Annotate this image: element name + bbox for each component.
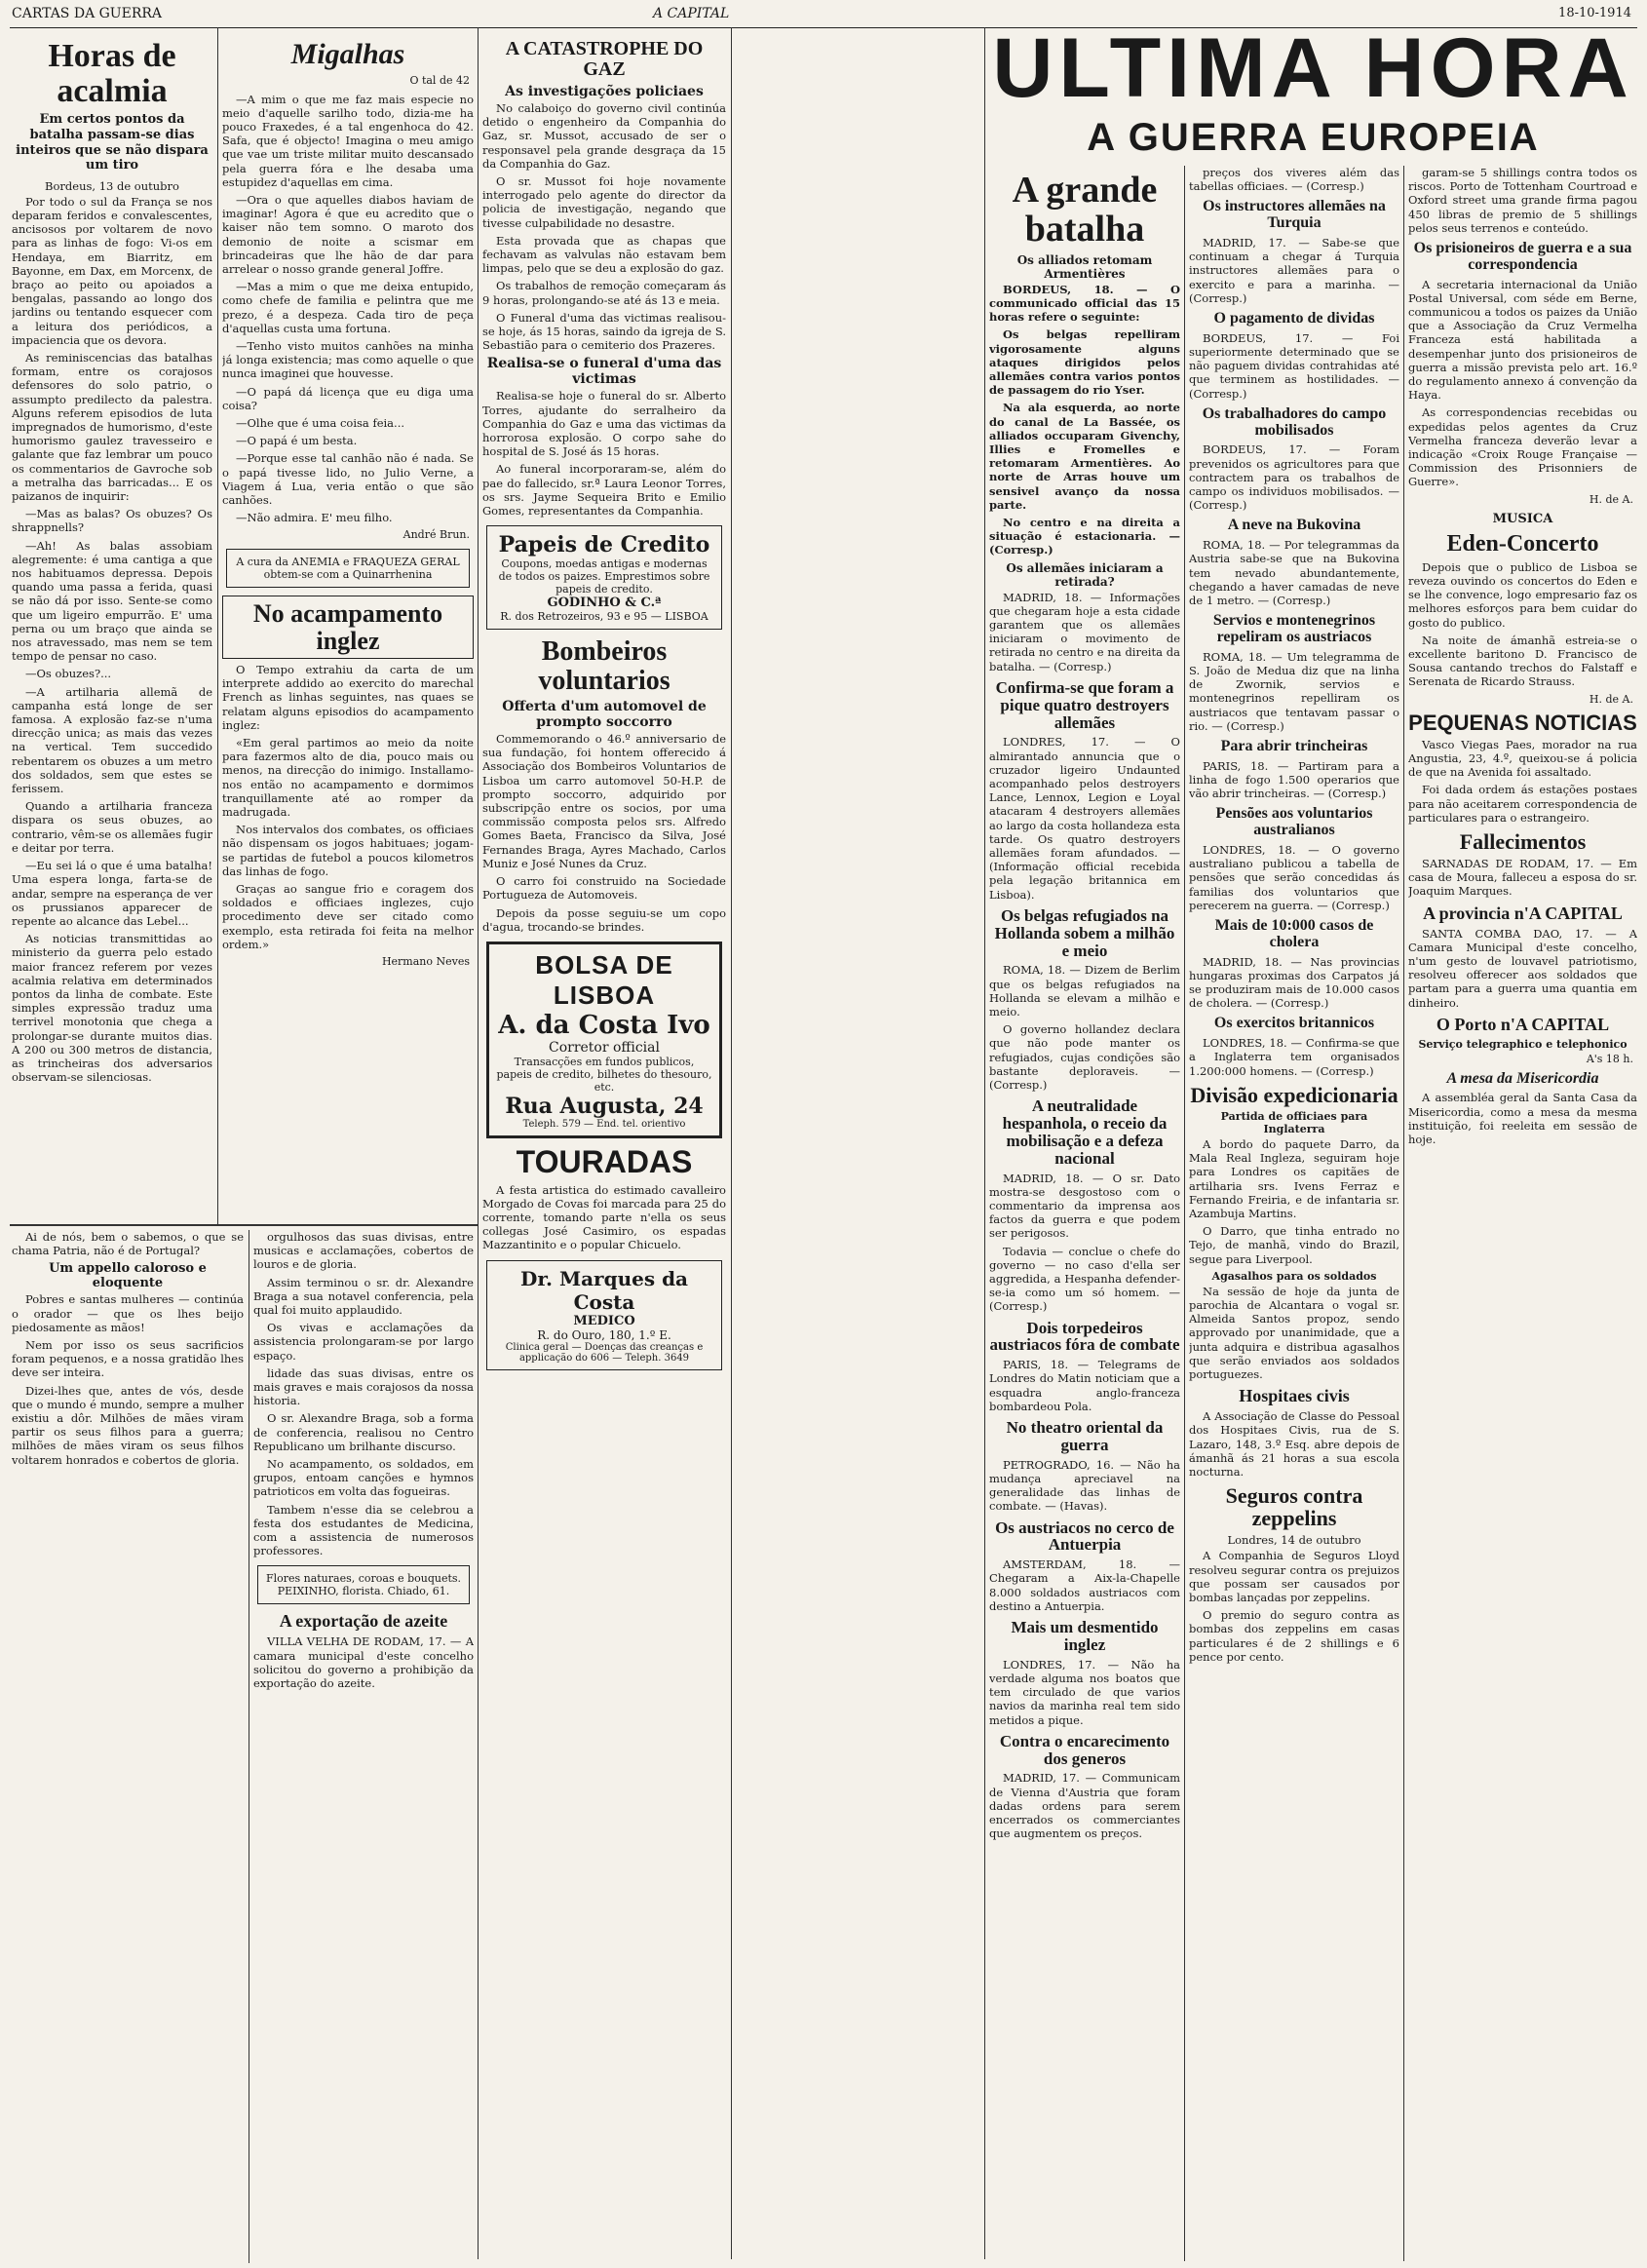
paragraph: VILLA VELHA DE RODAM, 17. — A camara municipal d'este concelho solicitou do governo a prohibição da exportação do azeite.: [253, 1634, 474, 1690]
ad-address: R. dos Retrozeiros, 93 e 95 — LISBOA: [500, 610, 709, 624]
paragraph: O Darro, que tinha entrado no Tejo, de manhã, vindo do Brazil, segue para Liverpool.: [1189, 1224, 1399, 1266]
headline: Os prisioneiros de guerra e a sua correspondencia: [1413, 240, 1632, 273]
paragraph: As noticias transmittidas ao ministerio da guerra pelo estado maior francez referem por vezes acalmia relativa em determinados pontos da linha de combate. Este simples expressão traduz uma terrivel monotonia que chega a prolongar-se durante muitos dias. A 200 ou 300 metros de distancia, as trincheiras dos adversarios observam-se silenciosas.: [12, 932, 212, 1085]
paragraph: LONDRES, 17. — Não ha verdade alguma nos boatos que tem circulado de que varios navios da marinha real tem sido metidos a pique.: [989, 1657, 1180, 1727]
paragraph: Quando a artilharia franceza dispara os seus obuzes, ao contrario, vêm-se os allemães fugir e deitar por terra.: [12, 799, 212, 855]
section-divider: [10, 1224, 478, 1226]
paragraph: garam-se 5 shillings contra todos os riscos. Porto de Tottenham Courtroad e Oxford street uma grande firma pagou 450 libras de premio de 5 shillings pelos seus terrenos e conteúdo.: [1408, 166, 1637, 235]
paragraph: Ai de nós, bem o sabemos, o que se chama Patria, não é de Portugal?: [12, 1230, 244, 1258]
newspaper-name: A CAPITAL: [653, 6, 730, 21]
paragraph: Na ala esquerda, ao norte do canal de La Bassée, os alliados occuparam Givenchy, Illies e Fromelles e retomaram Armentières. Ao norte de Arras houve um sensivel avanço da nossa parte.: [989, 401, 1180, 512]
headline: No theatro oriental da guerra: [1006, 1418, 1164, 1454]
paragraph: BORDEUS, 18. — O communicado official das 15 horas refere o seguinte:: [989, 282, 1180, 325]
paragraph: A bordo do paquete Darro, da Mala Real Ingleza, seguiram hoje para Londres os capitães de artilharia srs. Ivens Ferraz e Fernando Freiria, e de infantaria sr. Azambuja Martins.: [1189, 1136, 1399, 1220]
ad-description: Transacções em fundos publicos, papeis de credito, bilhetes do thesouro, etc.: [496, 1055, 712, 1094]
column-rule: [217, 27, 218, 1226]
author-signature: André Brun.: [402, 528, 470, 542]
paragraph: LONDRES, 17. — O almirantado annuncia que o cruzador ligeiro Undaunted acompanhado pelos destroyers Lance, Lennox, Legion e Loyal atacaram 4 destroyers allemães ao largo da costa hollandeza esta tarde. Os quatro destroyers allemães foram afundados. — (Informação official recebida pela legação britannica em Lisboa).: [989, 735, 1180, 902]
author-signature: H. de A.: [1589, 692, 1633, 706]
paragraph: PARIS, 18. — Telegrams de Londres do Matin noticiam que a esquadra anglo-franceza bombardeou Pola.: [989, 1358, 1180, 1413]
paragraph: Graças ao sangue frio e coragem dos soldados e officiaes inglezes, cujo procedimento deve ser citado como exemplo, esta retirada foi feita na melhor ordem.»: [222, 882, 474, 951]
ad-address: Rua Augusta, 24: [505, 1093, 704, 1119]
column-rule: [1184, 166, 1185, 2261]
article-horas-de-acalmia: [12, 33, 212, 1217]
headline: TOURADAS: [516, 1143, 693, 1179]
headline: Dois torpedeiros austriacos fóra de combate: [989, 1318, 1180, 1355]
paragraph: «Em geral partimos ao meio da noite para fazermos alto de dia, pouco mais ou menos, na direcção do inimigo. Installamo-nos então no acampamento e dormimos tranquillamente até ao romper da madrugada.: [222, 736, 474, 820]
headline: A mesa da Misericordia: [1446, 1069, 1599, 1087]
headline: Os austriacos no cerco de Antuerpia: [995, 1518, 1174, 1555]
paragraph: PARIS, 18. — Partiram para a linha de fogo 1.500 operarios que vão abrir trincheiras. — (Corresp.): [1189, 758, 1399, 801]
paragraph: O sr. Mussot foi hoje novamente interrogado pelo agente do director da policia de investigação, negando que tivesse culpabilidade no desastre.: [482, 174, 726, 230]
paragraph: —Tenho visto muitos canhões na minha já longa existencia; mas como aquelle o que nunca imaginei que houvesse.: [222, 338, 474, 381]
paragraph: BORDEUS, 17. — Foram prevenidos os agricultores para que contractem para os trabalhos de campo os individuos mobilisados. — (Corresp.): [1189, 442, 1399, 513]
paragraph: Realisa-se hoje o funeral do sr. Alberto Torres, ajudante do serralheiro da Companhia do Gaz e uma das victimas da horrorosa explosão. O corpo sahe do hospital de S. José ás 15 horas.: [482, 389, 726, 459]
headline: PEQUENAS NOTICIAS: [1408, 710, 1637, 735]
advertisement-quinarrhenina: A cura da ANEMIA e FRAQUEZA GERAL obtem-se com a Quinarrhenina: [226, 549, 470, 588]
subheadline: As investigações policiaes: [505, 84, 704, 99]
section-heading-left: CARTAS DA GUERRA: [12, 6, 163, 21]
time-stamp: A's 18 h.: [1586, 1052, 1633, 1065]
headline: Eden-Concerto: [1446, 530, 1599, 557]
ad-telephone: Teleph. 579 — End. tel. orientivo: [522, 1118, 686, 1130]
paragraph: Depois que o publico de Lisboa se reveza ouvindo os concertos do Eden e se lhe convence, logo empresario faz os melhores esforços para bem cuidar do gosto do publico.: [1408, 559, 1637, 630]
paragraph: —Mas as balas? Os obuzes? Os shrappnells?: [12, 507, 212, 535]
headline: Seguros contra zeppelins: [1225, 1483, 1363, 1531]
author-signature: H. de A.: [1589, 492, 1633, 506]
paragraph: ROMA, 18. — Dizem de Berlim que os belgas refugiados na Hollanda se elevam a milhão e meio.: [989, 963, 1180, 1019]
headline: Os exercitos britannicos: [1213, 1015, 1375, 1032]
ad-address: R. do Ouro, 180, 1.º E.: [537, 1327, 671, 1342]
headline: A grande batalha: [1012, 170, 1158, 250]
column-rule: [984, 27, 985, 2259]
headline: Migalhas: [290, 38, 405, 70]
article-continuation: [253, 1230, 474, 2261]
paragraph: O carro foi construido na Sociedade Portugueza de Automoveis.: [482, 874, 726, 903]
subheadline: Os alliados retomam Armentières: [1016, 252, 1153, 281]
advertisement-papeis-de-credito: [486, 525, 722, 630]
ad-description: Clinica geral — Doenças das creanças e applicação do 606 — Teleph. 3649: [505, 1341, 704, 1364]
headline: No acampamento inglez: [222, 596, 474, 659]
headline: Servios e montenegrinos repeliram os austriacos: [1212, 612, 1376, 646]
subheadline: Em certos pontos da batalha passam-se dias inteiros que se não dispara um tiro: [16, 112, 209, 173]
paragraph: Ao funeral incorporaram-se, além do pae do fallecido, sr.ª Laura Leonor Torres, os srs. Jayme Sequeira Brito e Emilio Gomes, representantes da Companhia.: [482, 462, 726, 519]
ad-title: Dr. Marques da Costa: [519, 1266, 689, 1314]
headline: Divisão expedicionaria: [1190, 1082, 1398, 1107]
paragraph: O governo hollandez declara que não pode manter os refugiados, cujas condições são bastante deploraveis. — (Corresp.): [989, 1022, 1180, 1092]
paragraph: LONDRES, 18. — Confirma-se que a Inglaterra tem organisados 1.200:000 homens. — (Corresp.): [1189, 1036, 1399, 1078]
headline: Os instructores allemães na Turquia: [1203, 198, 1386, 232]
paragraph: —Eu sei lá o que é uma batalha! Uma espera longa, farta-se de andar, sempre na esperança de ver os prussianos apparecer de repente ao alcance das Lebel...: [12, 859, 212, 928]
column-migalhas: [222, 33, 474, 1217]
paragraph: MADRID, 18. — O sr. Dato mostra-se desgostoso com o commentario da imprensa aos factos da guerra e que podem ser perigosos.: [989, 1171, 1180, 1241]
ad-title: Papeis de Credito: [498, 532, 710, 558]
headline: Bombeiros voluntarios: [538, 636, 670, 696]
article-alexandre-braga-speech: [12, 1230, 244, 2261]
paragraph: Nos intervalos dos combates, os officiaes não dispensam os jogos habituaes; jogam-se partidas de futebol a poucos kilometros das linhas de fogo.: [222, 823, 474, 878]
paragraph: Os belgas repelliram vigorosamente alguns ataques dirigidos pelos allemães contra varios pontos de passagem do rio Yser.: [989, 327, 1180, 398]
subheadline: Realisa-se o funeral d'uma das victimas: [486, 356, 722, 388]
headline: A provincia n'A CAPITAL: [1423, 903, 1623, 923]
paragraph: —Os obuzes?...: [25, 667, 112, 681]
paragraph: PETROGRADO, 16. — Não ha mudança apreciavel na generalidade das linhas de combate. — (Havas).: [989, 1457, 1180, 1514]
headline: Pensões aos voluntarios australianos: [1215, 805, 1373, 839]
paragraph: SANTA COMBA DAO, 17. — A Camara Municipal d'este concelho, n'um gesto de louvavel patriotismo, resolveu offerecer aos soldados que partam para a guerra uma quantia em dinheiro.: [1408, 926, 1637, 1010]
paragraph: orgulhosos das suas divisas, entre musicas e acclamações, cobertos de louros e de gloria.: [253, 1230, 474, 1272]
paragraph: —Ora o que aquelles diabos haviam de imaginar! Agora é que eu acredito que o kaiser não tem somno. O maroto dos demonio de noite a scismar em brincadeiras que lhe hão de dar para arrelear o nosso grande general Joffre.: [222, 192, 474, 276]
headline: A neve na Bukovina: [1227, 517, 1361, 534]
headline: Fallecimentos: [1459, 828, 1587, 854]
paragraph: Dizei-lhes que, antes de vós, desde que o mundo é mundo, sempre a mulher existiu a dôr. Milhões de mães viram partir os seus filhos para a guerra; milhões de mães viram os seus filhos voltarem honrados e cobertos de gloria.: [12, 1383, 244, 1467]
paragraph: A assembléa geral da Santa Casa da Misericordia, como a mesa da mesma instituição, foi reeleita em sessão de hoje.: [1408, 1091, 1637, 1147]
author-signature: Hermano Neves: [381, 955, 470, 969]
banner-guerra-europeia: A GUERRA EUROPEIA: [1087, 116, 1540, 159]
ad-firm: GODINHO & C.ª: [547, 596, 662, 611]
column-telegrams: [1189, 166, 1399, 2261]
banner-ultima-hora: ULTIMA HORA: [992, 21, 1634, 115]
headline: Os trabalhadores do campo mobilisados: [1202, 404, 1387, 439]
paragraph: Tambem n'esse dia se celebrou a festa dos estudantes de Medicina, com a assistencia de numerosos professores.: [253, 1502, 474, 1558]
paragraph: No calaboiço do governo civil continúa detido o engenheiro da Companhia do Gaz, sr. Mussot, accusado de ser o responsavel pela grande desgraça da 15 da Companhia do Gaz.: [482, 101, 726, 171]
headline: Mais de 10:000 casos de cholera: [1214, 917, 1374, 950]
headline: Os belgas refugiados na Hollanda sobem a milhão e meio: [994, 905, 1175, 960]
paragraph: —A mim o que me faz mais especie no meio d'aquelle sarilho todo, dizia-me ha pouco Fraxedes, é a tal engenhoca do 42. Safa, que é objecto! Imagina o meu amigo que vae um triste militar muito descansado pela guerra fóra e lhe desaba uma estupidez d'aquellas em cima.: [222, 92, 474, 189]
paragraph: ROMA, 18. — Por telegrammas da Austria sabe-se que na Bukovina tem nevado abundantemente, chegando a haver camadas de neve de 1 metro. — (Corresp.): [1189, 538, 1399, 608]
headline: Contra o encarecimento dos generos: [999, 1731, 1170, 1768]
paragraph: lidade das suas divisas, entre os mais graves e mais corajosos da nossa historia.: [253, 1365, 474, 1408]
paragraph: Na noite de ámanhã estreia-se o excellente baritono D. Francisco de Sousa cantando trechos do Falstaff e Serenata de Ricardo Strauss.: [1408, 633, 1637, 689]
paragraph: Os trabalhos de remoção começaram ás 9 horas, prolongando-se até ás 13 e meia.: [482, 279, 726, 307]
ad-description: Coupons, moedas antigas e modernas de todos os paizes. Emprestimos sobre papeis de credito.: [498, 557, 710, 596]
section-label: MUSICA: [1492, 511, 1553, 526]
column-rule: [731, 27, 732, 2259]
headline: A CATASTROPHE DO GAZ: [505, 38, 704, 80]
paragraph: MADRID, 18. — Nas provincias hungaras proximas dos Carpatos já se produziram mais de 10.000 casos de cholera. — (Corresp.): [1189, 954, 1399, 1011]
paragraph: Foi dada ordem ás estações postaes para não aceitarem correspondencia de particulares para o estrangeiro.: [1408, 783, 1637, 825]
paragraph: As reminiscencias das batalhas formam, entre os corajosos defensores do solo patrio, o assumpto predilecto da palestra. Alguns referem episodios de luta impregnados de humorismo, d'este humorismo gaulez travesseiro e galante que faz lembrar um pouco os commentarios de Gavroche sob a metralha das barricadas... E os paizanos de inquirir:: [12, 350, 212, 504]
paragraph: A festa artistica do estimado cavalleiro Morgado de Covas foi marcada para 25 do corrente, tomando parte n'ella os seus collegas José Casimiro, os espadas Mazzantinito e o popular Chicuelo.: [482, 1182, 726, 1252]
paragraph: BORDEUS, 17. — Foi superiormente determinado que se não paguem dividas contrahidas até que terminem as hostilidades. — (Corresp.): [1189, 330, 1399, 401]
subheadline: Os allemães iniciaram a retirada?: [1006, 560, 1164, 589]
paragraph: No centro e na direita a situação é estacionaria. — (Corresp.): [989, 516, 1180, 557]
headline: Confirma-se que foram a pique quatro destroyers allemães: [995, 677, 1174, 732]
subheadline: Serviço telegraphico e telephonico: [1418, 1037, 1628, 1051]
headline: A exportação de azeite: [279, 1611, 448, 1632]
paragraph: Assim terminou o sr. dr. Alexandre Braga a sua notavel conferencia, pela qual foi muito applaudido.: [253, 1275, 474, 1318]
headline: Para abrir trincheiras: [1220, 738, 1368, 755]
paragraph: —O papá dá licença que eu diga uma coisa?: [222, 384, 474, 412]
headline: O Porto n'A CAPITAL: [1436, 1014, 1610, 1034]
paragraph: —O papá é um besta.: [236, 434, 358, 448]
subheadline: O tal de 42: [409, 73, 470, 87]
subheadline: Partida de officiaes para Inglaterra: [1220, 1109, 1368, 1135]
headline: A neutralidade hespanhola, o receio da mobilisação e a defeza nacional: [1002, 1096, 1168, 1168]
paragraph: O sr. Alexandre Braga, sob a forma de conferencia, realisou no Centro Republicano um brilhante discurso.: [253, 1411, 474, 1453]
article-catastrophe-do-gaz: [482, 33, 726, 2265]
ad-name: A. da Costa Ivo: [498, 1010, 710, 1040]
column-rule: [1403, 166, 1404, 2261]
advertisement-doctor: [486, 1260, 722, 1370]
advertisement-florist: Flores naturaes, coroas e bouquets. PEIXINHO, florista. Chiado, 61.: [257, 1565, 470, 1604]
paragraph: As correspondencias recebidas ou expedidas pelos agentes da Cruz Vermelha franceza deverão levar a indicação «Croix Rouge Française — Commission des Prisonniers de Guerre».: [1408, 405, 1637, 489]
paragraph: Todavia — conclue o chefe do governo — no caso d'ella ser aggredida, a Hespanha defender-se-ia como um só homem. — (Corresp.): [989, 1244, 1180, 1314]
paragraph: Os vivas e acclamações da assistencia prolongaram-se por largo espaço.: [253, 1321, 474, 1363]
headline: Mais um desmentido inglez: [1011, 1618, 1159, 1654]
paragraph: Esta provada que as chapas que fechavam as valvulas não estavam bem limpas, pelo que se deu a explosão do gaz.: [482, 233, 726, 276]
paragraph: —Ah! As balas assobiam alegremente: é uma cantiga a que nos habituamos depressa. Depois quando uma passa a ferida, quasi se não dá por isso. Sente-se como que um ligeiro empurrão. E' uma perna ou um braço que ainda se nos atravessado, mas nem se tem tempo de pensar no caso.: [12, 538, 212, 664]
paragraph: SARNADAS DE RODAM, 17. — Em casa de Moura, falleceu a esposa do sr. Joaquim Marques.: [1408, 857, 1637, 899]
paragraph: Na sessão de hoje da junta de parochia de Alcantara o vogal sr. Almeida Santos propoz, sendo approvado por unanimidade, que a junta adquira e distribua agasalhos que serão enviados aos soldados portuguezes.: [1189, 1284, 1399, 1382]
column-rule: [478, 27, 479, 2259]
dateline: Londres, 14 de outubro: [1227, 1533, 1361, 1548]
paragraph: No acampamento, os soldados, em grupos, entoam canções e hymnos patrioticos em volta das fogueiras.: [253, 1457, 474, 1499]
paragraph: ROMA, 18. — Um telegramma de S. João de Medua diz que na linha de Zwornik, servios e montenegrinos repelliram os austriacos que tentavam passar o rio. — (Corresp.): [1189, 649, 1399, 733]
paragraph: A Associação de Classe do Pessoal dos Hospitaes Civis, rua de S. Lazaro, 148, 3.º Esq. abre depois de ámanhã ás 21 horas a sua escola nocturna.: [1189, 1409, 1399, 1479]
paragraph: preços dos viveres além das tabellas officiaes. — (Corresp.): [1189, 166, 1399, 194]
paragraph: MADRID, 17. — Sabe-se que continuam a chegar á Turquia instructores allemães para o exercito e para a marinha. — (Corresp.): [1189, 236, 1399, 305]
paragraph: Pobres e santas mulheres — continúa o orador — que os lhes beijo piedosamente as mãos!: [12, 1292, 244, 1334]
article-a-grande-batalha: [989, 166, 1180, 2261]
dateline: Bordeus, 13 de outubro: [45, 178, 179, 193]
subheadline: Um appello caloroso e eloquente: [49, 1261, 207, 1291]
paragraph: Vasco Viegas Paes, morador na rua Angustia, 23, 4.º, queixou-se á policia de que na Avenida foi assaltado.: [1408, 737, 1637, 780]
paragraph: —Porque esse tal canhão não é nada. Se o papá tivesse lido, no Julio Verne, a Viagem á Lua, veria então o que são canhões.: [222, 451, 474, 507]
ad-role: MEDICO: [573, 1313, 635, 1328]
headline: Horas de acalmia: [48, 38, 176, 109]
paragraph: A Companhia de Seguros Lloyd resolveu segurar contra os prejuizos que possam ser causados por bombas lançadas por zeppelins.: [1189, 1549, 1399, 1604]
paragraph: —Olhe que é uma coisa feia...: [236, 415, 405, 430]
paragraph: O premio do seguro contra as bombas dos zeppelins em casas particulares é de 2 shillings e 6 pence por cento.: [1189, 1608, 1399, 1664]
advertisement-bolsa-de-lisboa: [486, 942, 722, 1138]
subheadline: Agasalhos para os soldados: [1211, 1269, 1377, 1283]
paragraph: Depois da posse seguiu-se um copo d'agua, trocando-se brindes.: [482, 905, 726, 934]
paragraph: MADRID, 18. — Informações que chegaram hoje a esta cidade garantem que os allemães iniciaram o movimento de retirada no centro e na direita da batalha. — (Corresp.): [989, 590, 1180, 673]
paragraph: Commemorando o 46.º anniversario de sua fundação, foi hontem offerecido á Associação dos Bombeiros Voluntarios de Lisboa um carro automovel 50-H.P. de prompto soccorro, adquirido por subscripção entre os socios, por uma commissão composta pelos srs. Alfredo Gomes Baeta, Francisco da Silva, José Fernandes Braga, Ayres Machado, Carlos Muniz e José Nunes da Cruz.: [482, 732, 726, 870]
paragraph: —Não admira. E' meu filho.: [236, 511, 393, 525]
paragraph: —Mas a mim o que me deixa entupido, como chefe de familia e pelintra que me prezo, é a despeza. Cada tiro de peça d'aquellas custa uma fortuna.: [222, 280, 474, 335]
paragraph: Nem por isso os seus sacrificios foram pequenos, e a nossa gratidão lhes deve ser inteira.: [12, 1338, 244, 1380]
column-news-misc: [1408, 166, 1637, 2261]
headline: Hospitaes civis: [1239, 1386, 1350, 1406]
paragraph: Por todo o sul da França se nos deparam feridos e convalescentes, ancisosos por voltarem de novo para as linhas de fogo: Vi-os em Hendaya, em Biarritz, em Bayonne, em Dax, em Morcenx, de braço ao peito ou apoiados a bengalas, passando ao longo dos jardins ou tentando esquecer com a leitura dos periódicos, a impaciencia que os devora.: [12, 194, 212, 347]
paragraph: —A artilharia allemã de campanha está longe de ser famosa. A explosão faz-se n'uma direcção unica; as mais das vezes na vertical. Tem succedido rebentarem os obuzes a um metro dos soldados, sem que estes se ferissem.: [12, 684, 212, 796]
paragraph: AMSTERDAM, 18. — Chegaram a Aix-la-Chapelle 8.000 soldados austriacos com destino a Antuerpia.: [989, 1557, 1180, 1613]
paragraph: A secretaria internacional da União Postal Universal, com séde em Berne, communicou a todos os paizes da União que a Associação da Cruz Vermelha Franceza está habilitada a desempenhar junto dos prisioneiros de guerra a missão prevista pelo art. 16.º do regulamento annexo á convenção da Haya.: [1408, 277, 1637, 403]
ad-role: Corretor official: [548, 1039, 660, 1056]
paragraph: MADRID, 17. — Communicam de Vienna d'Austria que foram dadas ordens para serem encerrados os commerciantes que augmentem os preços.: [989, 1771, 1180, 1841]
issue-date: 18-10-1914: [1558, 6, 1631, 20]
paragraph: O Funeral d'uma das victimas realisou-se hoje, ás 15 horas, saindo da igreja de S. Sebastião para o cemiterio dos Prazeres.: [482, 310, 726, 353]
paragraph: O Tempo extrahiu da carta de um interprete addido ao exercito do marechal French as linhas seguintes, nas quaes se relatam alguns episodios do acampamento inglez:: [222, 662, 474, 732]
subheadline: Offerta d'um automovel de prompto soccorro: [502, 699, 707, 731]
ad-title: BOLSA DE LISBOA: [535, 949, 673, 1010]
headline: O pagamento de dividas: [1213, 310, 1375, 327]
paragraph: LONDRES, 18. — O governo australiano publicou a tabella de pensões que serão concedidas ás familias dos voluntarios que perecerem na guerra. — (Corresp.): [1189, 843, 1399, 912]
